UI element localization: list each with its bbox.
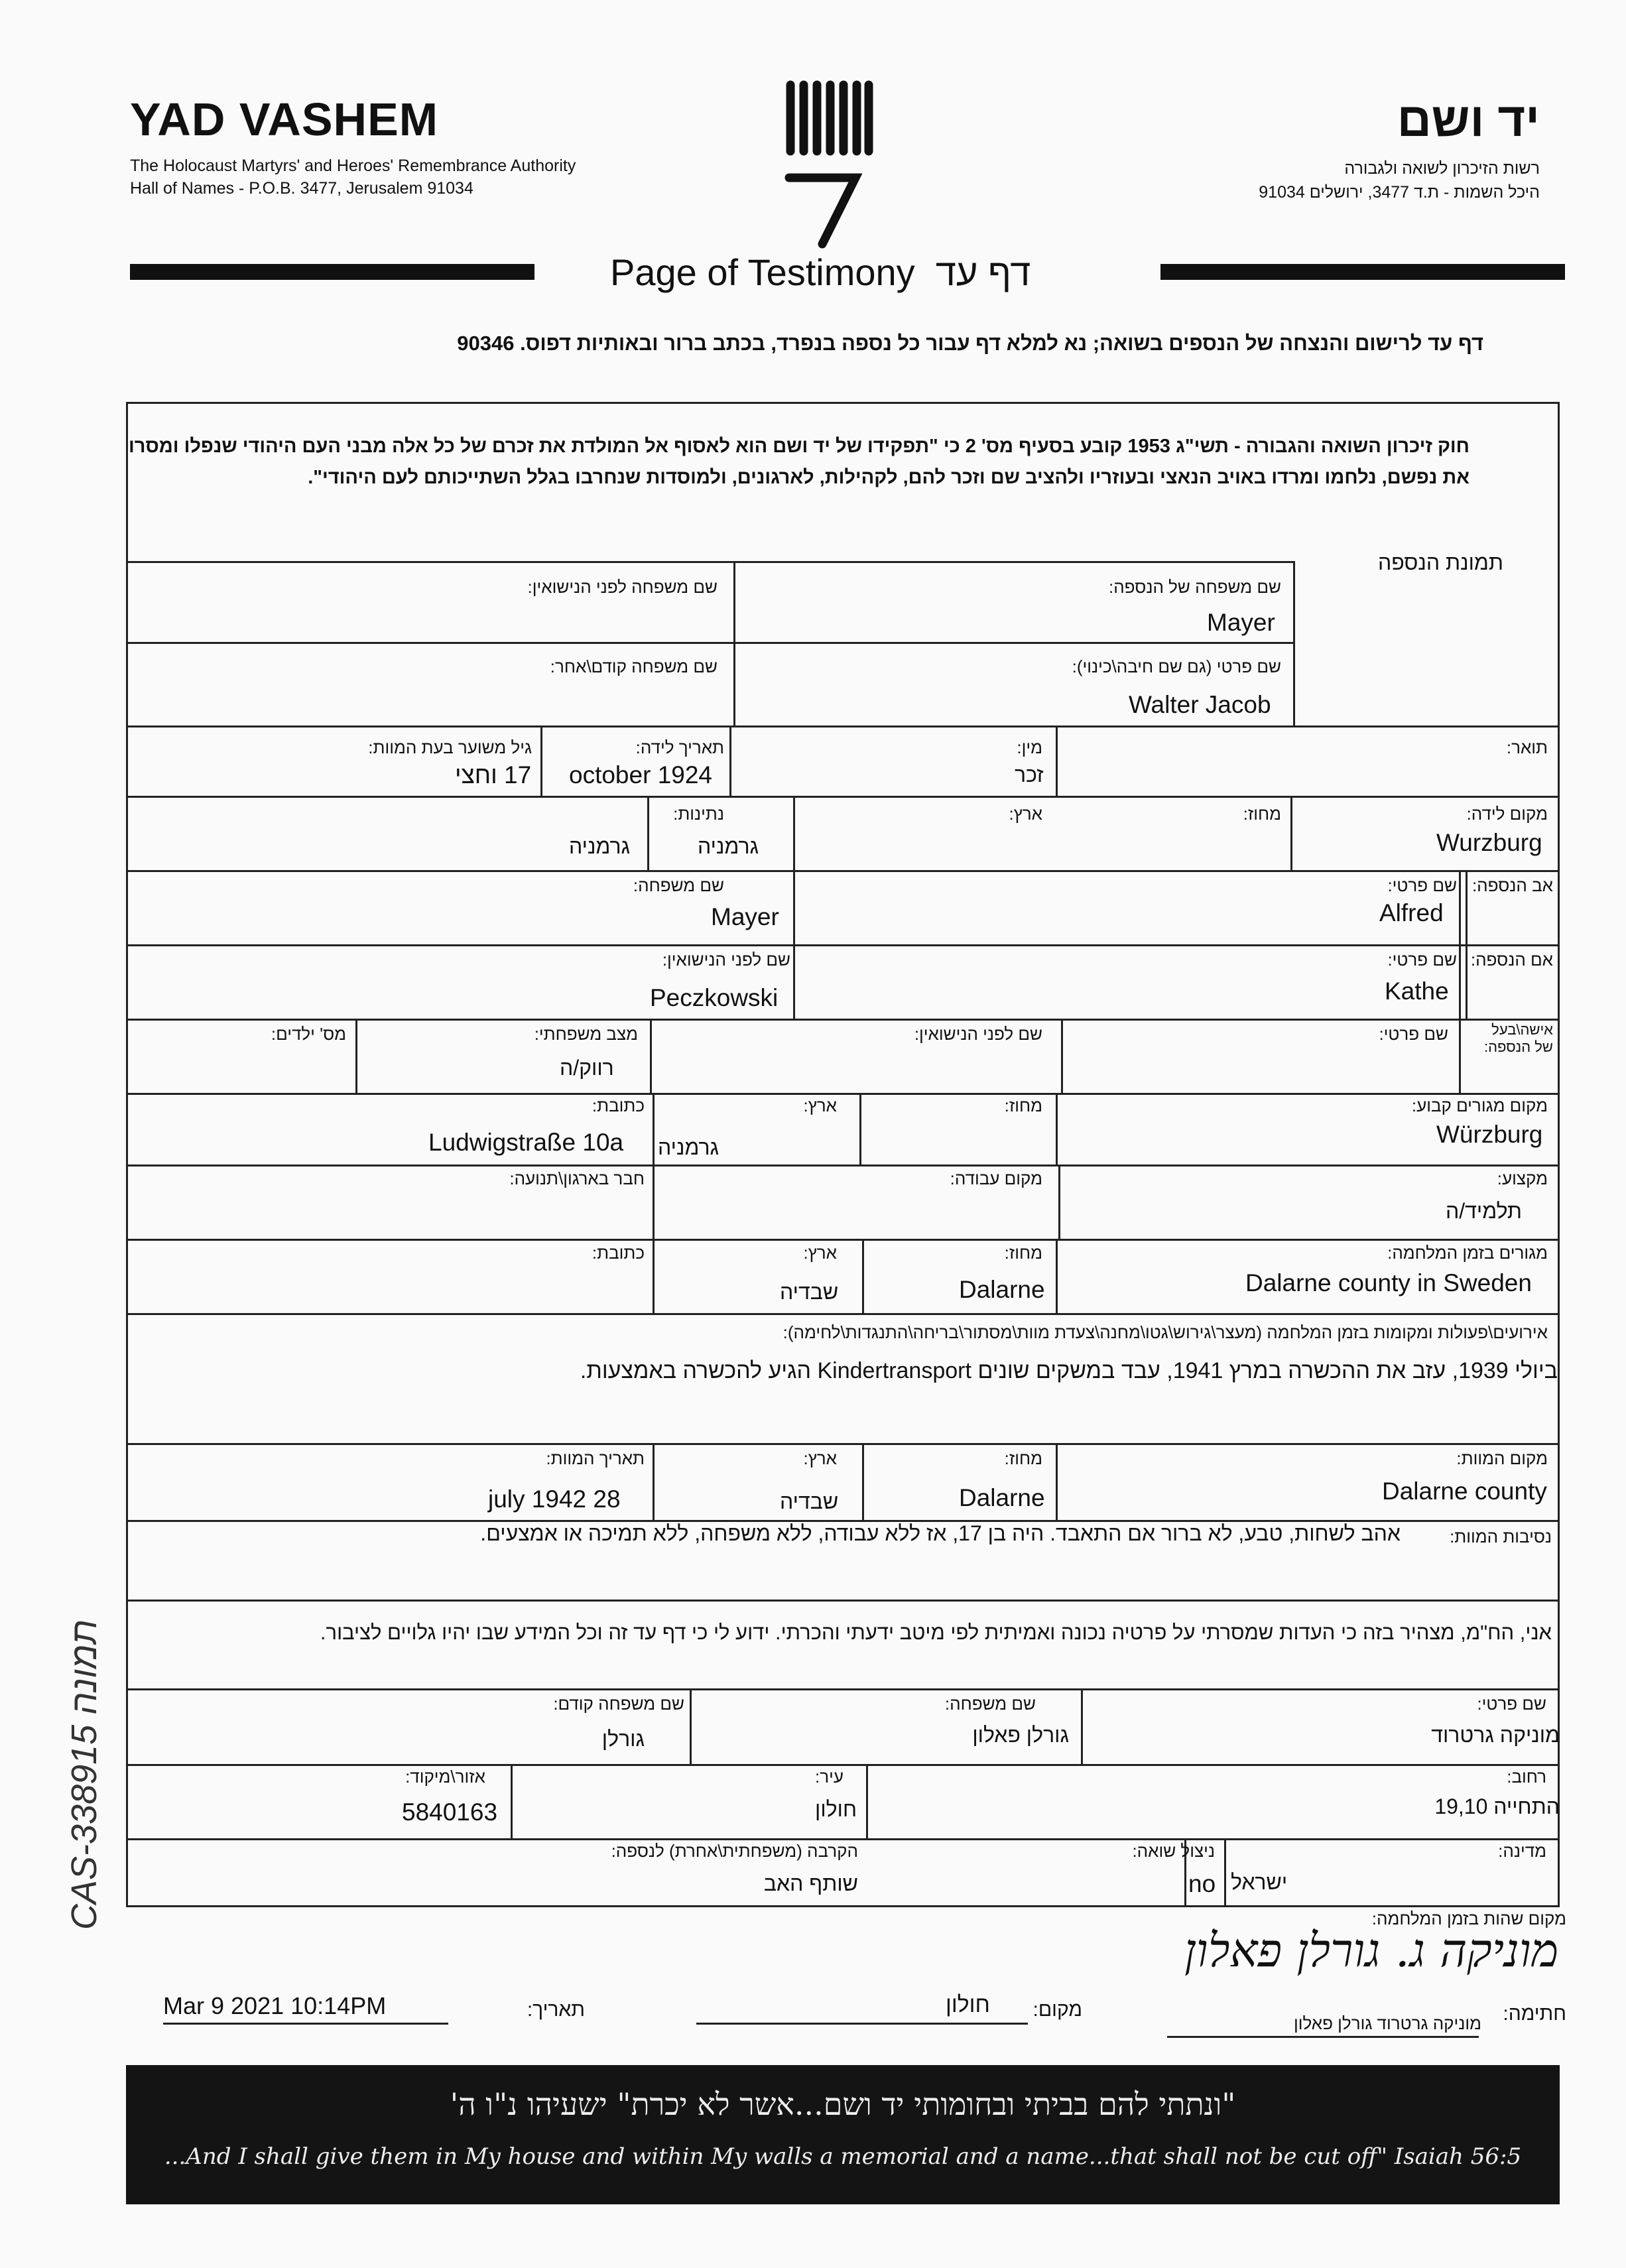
relation-label: הקרבה (משפחתית\אחרת) לנספה:	[611, 1841, 858, 1861]
divider	[126, 1764, 1560, 1766]
divider	[126, 1443, 1560, 1445]
submitter-prev-label: שם משפחה קודם:	[553, 1694, 684, 1714]
survivor-label: ניצול שואה:	[1132, 1841, 1215, 1861]
death-place-label: מקום המוות:	[1456, 1448, 1548, 1468]
divider	[690, 1688, 692, 1764]
divider	[647, 796, 649, 870]
divider	[653, 1165, 655, 1239]
death-country: שבדיה	[780, 1489, 839, 1513]
victim-gender-label: מין:	[1017, 737, 1042, 757]
war-place-label: מקום שהות בזמן המלחמה:	[1371, 1909, 1566, 1928]
authority-en: The Holocaust Martyrs' and Heroes' Remembrance Authority	[130, 157, 576, 175]
birth-country-label: ארץ:	[1009, 804, 1042, 824]
authority-he: רשות הזיכרון לשואה ולגבורה	[1344, 159, 1540, 178]
father-row-label: אב הנספה:	[1471, 875, 1553, 895]
events-text: ביולי 1939, עזב את ההכשרה במרץ 1941, עבד במשקים שונים Kindertransport הגיע להכשרה באמצעות.	[580, 1358, 1558, 1383]
photo-label: תמונת הנספה	[1377, 550, 1503, 574]
spouse-first-label: שם פרטי:	[1379, 1024, 1448, 1044]
handwritten-signature: מוניקה ג. גורלן פאלון	[1184, 1923, 1559, 1978]
menorah-logo-icon	[782, 78, 875, 251]
death-date: july 1942 28	[488, 1485, 621, 1513]
place-line	[696, 2023, 1028, 2025]
divider	[1466, 870, 1468, 1019]
divider	[653, 1093, 655, 1165]
divider	[1290, 796, 1292, 870]
submitter-prev: גורלן	[601, 1727, 645, 1751]
divider	[862, 1239, 864, 1313]
divider	[1056, 725, 1058, 796]
divider	[126, 1313, 1560, 1315]
divider	[793, 870, 795, 1019]
residence: Würzburg	[1436, 1121, 1543, 1148]
divider	[126, 870, 1560, 872]
survivor-value: no	[1188, 1870, 1216, 1897]
events-label: אירועים\פעולות ומקומות בזמן המלחמה (מעצר\גירוש\גטו\מחנה\צעדת מוות\מסתור\בריחה\התנגדות\לחימה):	[782, 1322, 1548, 1342]
divider	[126, 944, 1560, 946]
spouse-maiden-label: שם לפני הנישואין:	[914, 1024, 1042, 1044]
victim-gender: זכר	[1015, 763, 1044, 787]
mother-maiden: Peczkowski	[650, 984, 779, 1011]
sign-date: Mar 9 2021 10:14PM	[163, 1992, 387, 2019]
father-surname-label: שם משפחה:	[633, 875, 724, 895]
signature-line	[1167, 2036, 1479, 2038]
testimony-form	[126, 402, 1560, 1907]
divider	[355, 1019, 357, 1093]
residence-district-label: מחוז:	[1004, 1096, 1042, 1115]
residence-country: גרמניה	[658, 1135, 719, 1159]
victim-title-label: תואר:	[1506, 737, 1548, 757]
submitter-country-label: מדינה:	[1498, 1841, 1546, 1861]
marital-status-label: מצב משפחתי:	[534, 1024, 638, 1044]
divider	[1056, 1443, 1058, 1520]
wartime-district-label: מחוז:	[1004, 1243, 1042, 1263]
divider	[1224, 1838, 1226, 1907]
mother-first-label: שם פרטי:	[1387, 950, 1457, 970]
mother-maiden-label: שם לפני הנישואין:	[662, 950, 790, 970]
mother-first: Kathe	[1385, 977, 1449, 1005]
residence-address-label: כתובת:	[592, 1096, 645, 1115]
quote-hebrew: "ונתתי להם בביתי ובחומותי יד ושם...אשר לא יכרת" ישעיהו נ"ו ה'	[450, 2086, 1236, 2122]
organization-label: חבר בארגון\תנועה:	[509, 1168, 645, 1188]
victim-surname-label: שם משפחה של הנספה:	[1108, 577, 1281, 597]
victim-age-label: גיל משוער בעת המוות:	[368, 737, 532, 757]
death-district: Dalarne	[959, 1484, 1045, 1511]
submitter-city-label: עיר:	[815, 1767, 844, 1787]
divider	[126, 1165, 1560, 1166]
signed-name: מוניקה גרטרוד גורלן פאלון	[1294, 2013, 1481, 2033]
divider	[653, 1239, 655, 1313]
wartime-district: Dalarne	[959, 1276, 1045, 1303]
wartime-country: שבדיה	[780, 1280, 839, 1304]
divider	[1061, 1019, 1063, 1093]
divider	[126, 642, 1293, 644]
profession: תלמיד/ה	[1446, 1199, 1522, 1223]
victim-prev-surname-label: שם משפחה קודם\אחר:	[550, 657, 718, 676]
divider	[126, 1239, 1560, 1241]
relation: שותף האב	[763, 1871, 858, 1895]
divider	[1459, 870, 1461, 1093]
footer-banner	[126, 2065, 1560, 2204]
margin-note: CAS-338915 תמונה	[64, 1619, 104, 1930]
divider	[540, 725, 542, 796]
father-first-label: שם פרטי:	[1387, 875, 1457, 895]
victim-birth-label: תאריך לידה:	[635, 737, 724, 757]
divider	[1058, 1165, 1060, 1239]
spouse-row-label-1: אישה\בעל	[1491, 1021, 1553, 1038]
divider	[729, 725, 731, 796]
death-date-label: תאריך המוות:	[546, 1448, 645, 1468]
wartime-place: Dalarne county in Sweden	[1245, 1269, 1532, 1296]
law-text: חוק זיכרון השואה והגבורה - תשי"ג 1953 קובע בסעיף מס' 2 כי "תפקידו של יד ושם הוא לאסוף אל המולדת את זכרם של כל אלה מבני העם היהודי שנפלו ומסרו את נפשם, נלחמו ומרדו באויב הנאצי ובעוזריו ולהציב שם וזכר להם, לקהילות, לארגונים, ולמוסדות שנחרבו בגלל השתייכותם לעם היהודי".	[129, 436, 1470, 488]
submitter-street: התחייה 19,10	[1434, 1795, 1560, 1818]
sign-place: חולון	[946, 1992, 990, 2017]
workplace-label: מקום עבודה:	[950, 1168, 1042, 1188]
submitter-first-label: שם פרטי:	[1477, 1694, 1546, 1714]
children-label: מס' ילדים:	[271, 1024, 346, 1044]
submitter-first: מוניקה גרטרוד	[1431, 1723, 1560, 1747]
divider	[653, 1443, 655, 1520]
spouse-row-label-2: של הנספה:	[1483, 1039, 1553, 1055]
submitter-street-label: רחוב:	[1507, 1767, 1546, 1787]
residence-label: מקום מגורים קבוע:	[1411, 1096, 1548, 1115]
birthplace-label: מקום לידה:	[1466, 804, 1548, 824]
divider	[126, 796, 1560, 798]
father-first: Alfred	[1379, 899, 1444, 926]
submitter-zip: 5840163	[402, 1798, 498, 1826]
wartime-country-label: ארץ:	[803, 1243, 837, 1263]
nationality-label: נתינות:	[673, 804, 724, 824]
victim-maiden-label: שם משפחה לפני הנישואין:	[527, 577, 718, 597]
divider	[1081, 1688, 1083, 1764]
divider	[1056, 1093, 1058, 1165]
submitter-zip-label: אזור\מיקוד:	[405, 1767, 485, 1787]
divider	[126, 1093, 1560, 1095]
birthplace: Wurzburg	[1436, 829, 1542, 856]
submitter-surname: גורלן פאלון	[972, 1723, 1069, 1747]
death-circumstances: אהב לשחות, טבע, לא ברור אם התאבד. היה בן 17, אז ללא עבודה, ללא משפחה, ללא תמיכה או אמצעים.	[480, 1521, 1401, 1545]
mother-row-label: אם הנספה:	[1470, 950, 1553, 970]
org-name-en: YAD VASHEM	[130, 94, 439, 145]
instructions: דף עד לרישום והנצחה של הנספים בשואה; נא למלא דף עבור כל נספה בנפרד, בכתב ברור ובאותיות דפוס. 90346	[457, 332, 1483, 355]
address-he: היכל השמות - ת.ד 3477, ירושלים 91034	[1259, 183, 1540, 202]
victim-first: Walter Jacob	[1129, 691, 1271, 718]
divider	[126, 725, 1560, 727]
divider	[126, 1600, 1560, 1602]
wartime-place-label: מגורים בזמן המלחמה:	[1387, 1243, 1548, 1263]
submitter-country: ישראל	[1231, 1870, 1288, 1894]
org-name-he: יד ושם	[1397, 94, 1540, 147]
profession-label: מקצוע:	[1497, 1168, 1548, 1188]
divider	[866, 1764, 868, 1838]
date-line	[163, 2023, 448, 2025]
page-title: Page of Testimony דף עד	[610, 251, 1031, 293]
submitter-city: חולון	[815, 1797, 857, 1821]
residence-country-label: ארץ:	[803, 1096, 837, 1115]
divider	[859, 1093, 861, 1165]
divider	[126, 1838, 1560, 1840]
photo-divider	[1293, 561, 1295, 725]
submitter-surname-label: שם משפחה:	[944, 1694, 1036, 1714]
death-district-label: מחוז:	[1004, 1448, 1042, 1468]
birth-country: גרמניה	[698, 834, 759, 858]
sign-place-label: מקום:	[1032, 1999, 1082, 2021]
divider	[862, 1443, 864, 1520]
birth-district-label: מחוז:	[1243, 804, 1281, 824]
divider	[511, 1764, 513, 1838]
marital-status: רווק/ה	[560, 1056, 614, 1080]
father-surname: Mayer	[711, 903, 779, 930]
death-place: Dalarne county	[1382, 1478, 1547, 1505]
header-bar-left	[130, 264, 534, 280]
divider	[793, 796, 795, 870]
death-country-label: ארץ:	[803, 1448, 837, 1468]
divider	[1056, 1239, 1058, 1313]
nationality: גרמניה	[569, 834, 631, 858]
divider	[650, 1019, 652, 1093]
divider	[126, 1019, 1560, 1021]
quote-english: ...And I shall give them in My house and within My walls a memorial and a name...that shall not be cut off" Isaiah 56:5	[164, 2143, 1522, 2170]
address-en: Hall of Names - P.O.B. 3477, Jerusalem 91034	[130, 179, 473, 198]
victim-surname: Mayer	[1207, 609, 1275, 636]
divider	[126, 561, 1293, 563]
victim-birth: october 1924	[569, 761, 713, 788]
declaration: אני, הח"מ, מצהיר בזה כי העדות שמסרתי על פרטיה נכונה ואמיתית לפי מיטב ידעתי והכרתי. ידוע לי כי דף עד זה וכל המידע שבו יהיו גלויים לציבור.	[320, 1621, 1552, 1644]
divider	[126, 1688, 1560, 1690]
sign-date-label: תאריך:	[527, 1999, 585, 2021]
divider	[733, 561, 735, 725]
death-circumstances-label: נסיבות המוות:	[1450, 1527, 1552, 1546]
header-bar-right	[1160, 264, 1565, 280]
victim-first-label: שם פרטי (גם שם חיבה\כינוי):	[1072, 657, 1281, 676]
signature-label: חתימה:	[1503, 2003, 1566, 2025]
wartime-address-label: כתובת:	[592, 1243, 645, 1263]
residence-address: Ludwigstraße 10a	[428, 1129, 624, 1156]
victim-age: 17 וחצי	[455, 761, 532, 788]
